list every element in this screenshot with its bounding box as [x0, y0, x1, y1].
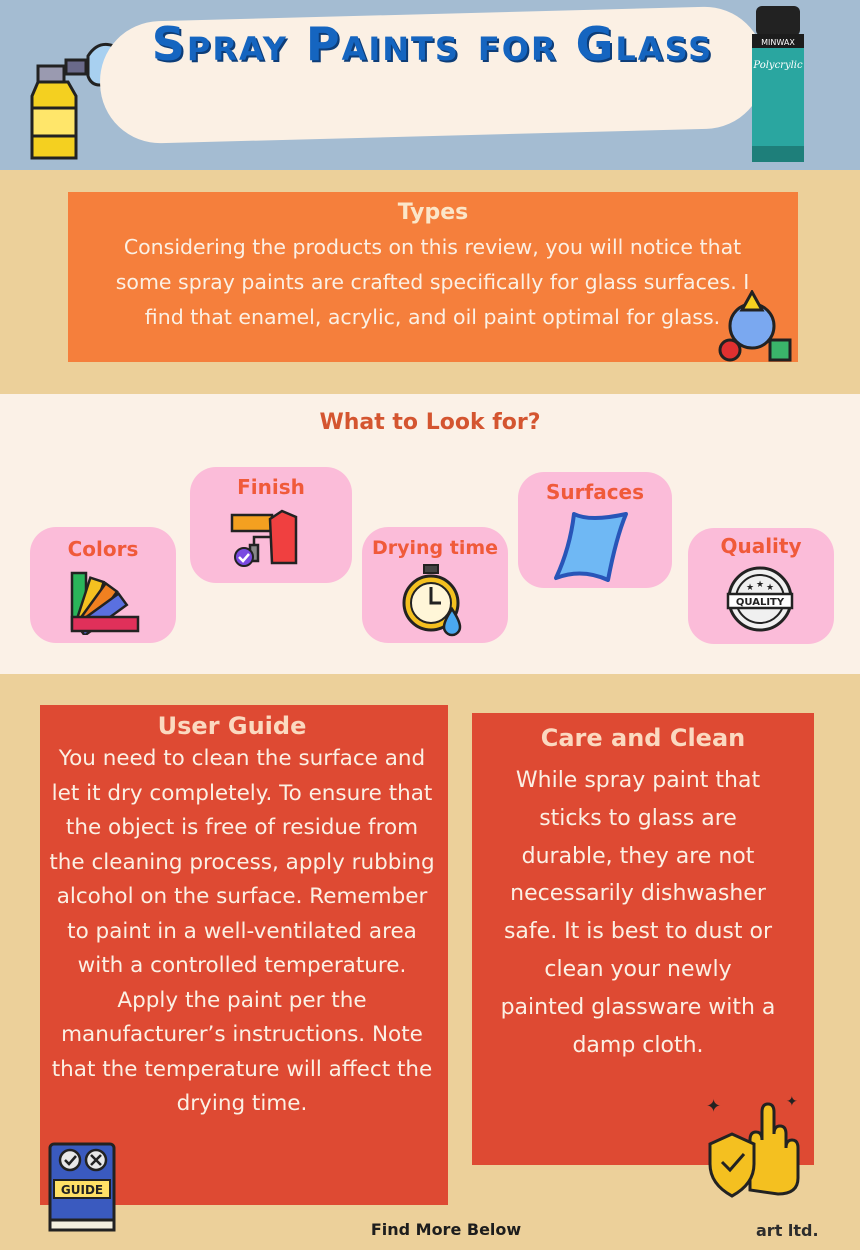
card-surfaces — [518, 472, 672, 588]
find-more-link[interactable]: Find More Below — [370, 1220, 522, 1239]
brand-logo: art ltd. — [756, 1221, 819, 1240]
clean-hand-shield-icon — [700, 1092, 808, 1200]
quality-badge-text: QUALITY — [735, 597, 785, 608]
color-swatch-icon — [68, 567, 140, 635]
types-heading: Types — [397, 200, 469, 225]
glass-pane-icon — [554, 508, 634, 582]
paint-roller-icon — [226, 505, 306, 575]
user-guide-heading: User Guide — [157, 712, 307, 740]
shapes-icon — [716, 290, 792, 362]
look-for-heading: What to Look for? — [319, 410, 541, 435]
stopwatch-drop-icon — [400, 563, 466, 637]
can-brand-text: MINWAX — [761, 38, 795, 47]
page-title: Spray Paints for Glass — [151, 17, 714, 71]
svg-text:✦: ✦ — [706, 1096, 722, 1117]
card-finish — [190, 467, 352, 583]
card-label: Finish — [237, 475, 305, 499]
svg-text:★: ★ — [765, 583, 775, 593]
guide-book-label: GUIDE — [60, 1183, 104, 1197]
types-text: Considering the products on this review, you will notice that some spray paints are crafted specifically for glass surfaces. I find that enamel, acrylic, and oil paint optimal for glass. — [115, 235, 750, 329]
polycrylic-can-image — [748, 6, 808, 166]
card-quality — [688, 528, 834, 644]
can-product-text: Polycrylic — [753, 60, 803, 71]
card-label: Colors — [67, 537, 139, 561]
svg-text:★: ★ — [745, 583, 755, 593]
care-heading: Care and Clean — [540, 724, 746, 752]
svg-text:★: ★ — [755, 580, 765, 590]
user-guide-text: You need to clean the surface and let it dry completely. To ensure that the object is free of residue from the cleaning process, apply rubbing alcohol on the surface. Remember to paint in a well-ventilated area with a controlled temperature. Apply the paint per the manufacturer’s instructions. Note that the temperature will affect the drying time. — [49, 746, 435, 1116]
quality-badge-icon — [722, 566, 798, 632]
card-label: Quality — [720, 534, 802, 558]
card-drying-time — [362, 527, 508, 643]
svg-text:✦: ✦ — [786, 1094, 798, 1110]
card-label: Surfaces — [545, 480, 645, 504]
card-label: Drying time — [371, 537, 499, 559]
care-text: While spray paint that sticks to glass are durable, they are not necessarily dishwasher safe. It is best to dust or clean your newly painted glassware with a damp cloth. — [500, 768, 776, 1058]
card-colors — [30, 527, 176, 643]
